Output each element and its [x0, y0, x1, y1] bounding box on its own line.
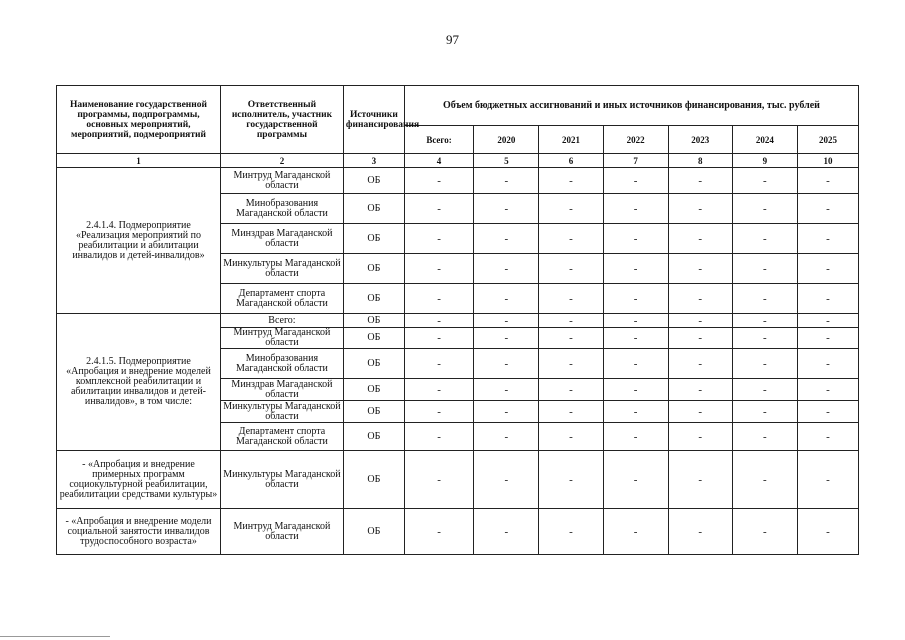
value-cell: -: [474, 451, 539, 509]
source-cell: ОБ: [343, 349, 404, 379]
value-cell: -: [474, 509, 539, 555]
value-cell: -: [404, 451, 473, 509]
value-cell: -: [474, 284, 539, 314]
value-cell: -: [539, 168, 603, 194]
value-cell: -: [668, 168, 732, 194]
source-cell: ОБ: [343, 254, 404, 284]
executor-cell: Департамент спорта Магаданской области: [220, 284, 343, 314]
column-number: 9: [732, 154, 797, 168]
value-cell: -: [732, 509, 797, 555]
value-cell: -: [404, 284, 473, 314]
executor-cell: Минобразования Магаданской области: [220, 349, 343, 379]
source-cell: ОБ: [343, 284, 404, 314]
value-cell: -: [404, 509, 473, 555]
column-number: 3: [343, 154, 404, 168]
program-name-cell: 2.4.1.5. Подмероприятие «Апробация и внедрение моделей комплексной реабилитации и абилитации инвалидов и детей-инвалидов», в том числе:: [57, 314, 221, 451]
value-cell: -: [797, 509, 858, 555]
budget-table: [56, 85, 859, 555]
value-cell: -: [603, 328, 668, 349]
value-cell: -: [603, 401, 668, 423]
value-cell: -: [797, 401, 858, 423]
value-cell: -: [732, 423, 797, 451]
source-cell: ОБ: [343, 168, 404, 194]
header-source: Источники финансирования: [343, 86, 404, 154]
value-cell: -: [732, 194, 797, 224]
column-number: 10: [797, 154, 858, 168]
value-cell: -: [474, 349, 539, 379]
value-cell: -: [732, 224, 797, 254]
value-cell: -: [732, 349, 797, 379]
header-budget: Объем бюджетных ассигнований и иных источников финансирования, тыс. рублей: [404, 86, 858, 126]
value-cell: -: [797, 379, 858, 401]
header-executor: Ответственный исполнитель, участник государственной программы: [220, 86, 343, 154]
value-cell: -: [797, 423, 858, 451]
program-name-cell: - «Апробация и внедрение модели социальной занятости инвалидов трудоспособного возраста»: [57, 509, 221, 555]
value-cell: -: [603, 314, 668, 328]
executor-cell: Департамент спорта Магаданской области: [220, 423, 343, 451]
source-cell: ОБ: [343, 509, 404, 555]
value-cell: -: [539, 328, 603, 349]
source-cell: ОБ: [343, 328, 404, 349]
value-cell: -: [668, 328, 732, 349]
value-cell: -: [603, 254, 668, 284]
value-cell: -: [732, 379, 797, 401]
program-name-cell: - «Апробация и внедрение примерных программ социокультурной реабилитации, реабилитации средствами культуры»: [57, 451, 221, 509]
value-cell: -: [668, 401, 732, 423]
value-cell: -: [668, 509, 732, 555]
executor-cell: Минкультуры Магаданской области: [220, 254, 343, 284]
value-cell: -: [668, 194, 732, 224]
value-cell: -: [404, 401, 473, 423]
executor-cell: Минтруд Магаданской области: [220, 509, 343, 555]
value-cell: -: [603, 349, 668, 379]
header-year: 2025: [797, 126, 858, 154]
value-cell: -: [539, 284, 603, 314]
source-cell: ОБ: [343, 451, 404, 509]
value-cell: -: [404, 349, 473, 379]
executor-cell: Минздрав Магаданской области: [220, 224, 343, 254]
value-cell: -: [603, 168, 668, 194]
value-cell: -: [797, 224, 858, 254]
value-cell: -: [797, 194, 858, 224]
value-cell: -: [603, 509, 668, 555]
value-cell: -: [668, 254, 732, 284]
value-cell: -: [539, 509, 603, 555]
value-cell: -: [539, 401, 603, 423]
value-cell: -: [539, 349, 603, 379]
column-number: 7: [603, 154, 668, 168]
value-cell: -: [797, 451, 858, 509]
executor-cell: Всего:: [220, 314, 343, 328]
value-cell: -: [668, 379, 732, 401]
value-cell: -: [732, 254, 797, 284]
executor-cell: Минкультуры Магаданской области: [220, 401, 343, 423]
value-cell: -: [797, 328, 858, 349]
source-cell: ОБ: [343, 314, 404, 328]
table-row: [57, 509, 859, 555]
value-cell: -: [603, 224, 668, 254]
value-cell: -: [474, 254, 539, 284]
value-cell: -: [732, 284, 797, 314]
executor-cell: Минздрав Магаданской области: [220, 379, 343, 401]
header-year: 2021: [539, 126, 603, 154]
value-cell: -: [732, 451, 797, 509]
value-cell: -: [474, 314, 539, 328]
value-cell: -: [474, 401, 539, 423]
value-cell: -: [404, 314, 473, 328]
column-number: 1: [57, 154, 221, 168]
table-row: [57, 314, 859, 328]
value-cell: -: [539, 254, 603, 284]
footer-line: [0, 636, 110, 637]
value-cell: -: [603, 194, 668, 224]
value-cell: -: [732, 168, 797, 194]
source-cell: ОБ: [343, 401, 404, 423]
page-number: 97: [446, 32, 459, 47]
executor-cell: Минтруд Магаданской области: [220, 328, 343, 349]
value-cell: -: [732, 314, 797, 328]
value-cell: -: [539, 224, 603, 254]
value-cell: -: [732, 328, 797, 349]
header-year: 2024: [732, 126, 797, 154]
header-year: 2020: [474, 126, 539, 154]
executor-cell: Минтруд Магаданской области: [220, 168, 343, 194]
value-cell: -: [668, 224, 732, 254]
value-cell: -: [539, 423, 603, 451]
value-cell: -: [668, 451, 732, 509]
value-cell: -: [404, 194, 473, 224]
value-cell: -: [668, 423, 732, 451]
value-cell: -: [539, 379, 603, 401]
column-number: 4: [404, 154, 473, 168]
value-cell: -: [797, 314, 858, 328]
value-cell: -: [668, 284, 732, 314]
value-cell: -: [668, 349, 732, 379]
source-cell: ОБ: [343, 224, 404, 254]
value-cell: -: [474, 379, 539, 401]
source-cell: ОБ: [343, 379, 404, 401]
table-row: [57, 168, 859, 194]
value-cell: -: [474, 328, 539, 349]
value-cell: -: [404, 423, 473, 451]
executor-cell: Минобразования Магаданской области: [220, 194, 343, 224]
program-name-cell: 2.4.1.4. Подмероприятие «Реализация мероприятий по реабилитации и абилитации инвалидов и детей-инвалидов»: [57, 168, 221, 314]
value-cell: -: [404, 254, 473, 284]
table-row: [57, 451, 859, 509]
value-cell: -: [474, 423, 539, 451]
value-cell: -: [668, 314, 732, 328]
source-cell: ОБ: [343, 423, 404, 451]
value-cell: -: [797, 284, 858, 314]
value-cell: -: [539, 314, 603, 328]
value-cell: -: [474, 168, 539, 194]
value-cell: -: [797, 254, 858, 284]
value-cell: -: [404, 328, 473, 349]
column-number: 2: [220, 154, 343, 168]
value-cell: -: [797, 349, 858, 379]
value-cell: -: [404, 168, 473, 194]
header-year: 2023: [668, 126, 732, 154]
value-cell: -: [603, 423, 668, 451]
value-cell: -: [797, 168, 858, 194]
value-cell: -: [732, 401, 797, 423]
value-cell: -: [603, 284, 668, 314]
executor-cell: Минкультуры Магаданской области: [220, 451, 343, 509]
column-number: 5: [474, 154, 539, 168]
value-cell: -: [404, 379, 473, 401]
source-cell: ОБ: [343, 194, 404, 224]
header-year: Всего:: [404, 126, 473, 154]
value-cell: -: [474, 194, 539, 224]
header-year: 2022: [603, 126, 668, 154]
value-cell: -: [474, 224, 539, 254]
value-cell: -: [404, 224, 473, 254]
value-cell: -: [539, 451, 603, 509]
column-number: 6: [539, 154, 603, 168]
value-cell: -: [539, 194, 603, 224]
header-name: Наименование государственной программы, подпрограммы, основных мероприятий, мероприятий, подмероприятий: [57, 86, 221, 154]
value-cell: -: [603, 379, 668, 401]
column-number: 8: [668, 154, 732, 168]
value-cell: -: [603, 451, 668, 509]
